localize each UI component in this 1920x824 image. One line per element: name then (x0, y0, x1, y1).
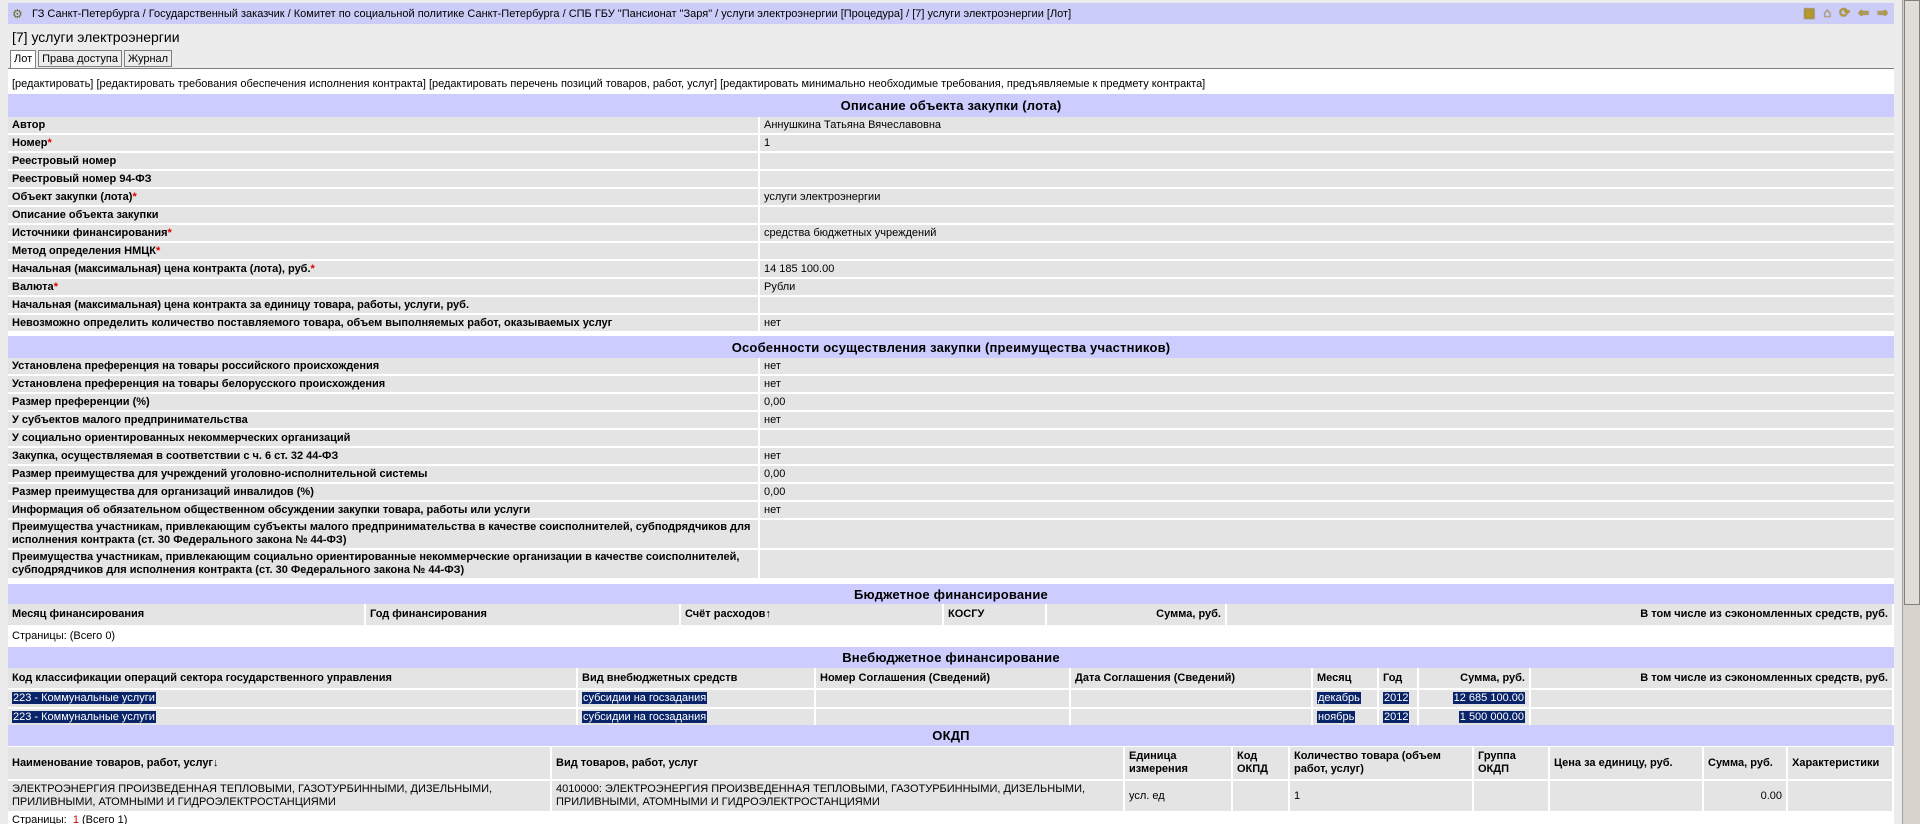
field-label (8, 358, 760, 374)
required-marker: * (167, 226, 172, 239)
field-label (8, 502, 760, 518)
field-label (8, 466, 760, 482)
field-label-text: Размер преимущества для организаций инвалидов (%) (12, 485, 314, 498)
field-value: нет (764, 317, 781, 329)
field-label-text: У субъектов малого предпринимательства (12, 413, 248, 426)
cell-value: ноябрь (1318, 711, 1355, 723)
tab-journal[interactable]: Журнал (124, 50, 172, 67)
table-cell: 1 (1289, 780, 1473, 812)
extra-table (8, 668, 1894, 728)
field-value: 0,00 (764, 468, 786, 480)
field-row (8, 358, 1894, 376)
field-row (8, 430, 1894, 448)
col-saved[interactable]: В том числе из сэкономленных средств, руб. (1226, 604, 1893, 626)
field-value (760, 297, 1894, 313)
tree-logo-icon: ⚙ (12, 6, 23, 21)
field-row (8, 135, 1894, 153)
table-row[interactable] (8, 689, 1893, 708)
sort-down-icon[interactable]: ↓ (213, 756, 219, 769)
tab-access-rights[interactable]: Права доступа (38, 50, 122, 67)
field-label-text: У социально ориентированных некоммерческих организаций (12, 431, 351, 444)
field-value (760, 171, 1894, 187)
table-cell: ЭЛЕКТРОЭНЕРГИЯ ПРОИЗВЕДЕННАЯ ТЕПЛОВЫМИ, ГАЗОТУРБИННЫМИ, ДИЗЕЛЬНЫМИ, ПРИЛИВНЫМИ, АТОМНЫМИ И ГИДРОЭЛЕКТРОСТАНЦИЯМИ (8, 780, 551, 812)
col-kosgu-code[interactable]: Код классификации операций сектора государственного управления (8, 668, 577, 689)
field-label (8, 297, 760, 313)
field-label-text: Реестровый номер (12, 154, 117, 167)
field-value (760, 153, 1894, 169)
col-year[interactable]: Год (1378, 668, 1418, 689)
field-label-text: Размер преференции (%) (12, 395, 150, 408)
table-cell (1530, 689, 1893, 708)
field-row (8, 466, 1894, 484)
okdp-table (8, 747, 1894, 813)
edit-contract-security-link[interactable]: [редактировать требования обеспечения исполнения контракта] (96, 78, 426, 90)
field-label-text: Установлена преференция на товары российского происхождения (12, 359, 380, 372)
tabs (10, 50, 172, 69)
required-marker: * (53, 280, 58, 293)
col-characteristics[interactable]: Характеристики (1787, 747, 1893, 780)
field-row (8, 448, 1894, 466)
lot-panel (8, 68, 1894, 824)
description-table (8, 117, 1894, 333)
field-label-text: Описание объекта закупки (12, 208, 159, 221)
table-cell: 0.00 (1703, 780, 1787, 812)
field-label-text: Номер (12, 136, 48, 149)
field-row (8, 394, 1894, 412)
table-cell (1070, 689, 1312, 708)
field-label-text: Автор (12, 118, 46, 131)
field-value (760, 243, 1894, 259)
table-cell (1378, 689, 1418, 708)
col-unit[interactable]: Единица измерения (1124, 747, 1232, 780)
cell-value: 2012 (1384, 692, 1409, 704)
col-okdp-group[interactable]: Группа ОКДП (1473, 747, 1549, 780)
table-cell (8, 689, 577, 708)
table-cell (1787, 780, 1893, 812)
cell-value: 12 685 100.00 (1453, 692, 1524, 704)
field-label-text: Закупка, осуществляемая в соответствии с ч. 6 ст. 32 44-ФЗ (12, 449, 339, 462)
table-cell (1232, 780, 1289, 812)
field-row (8, 117, 1894, 135)
field-label-text: Информация об обязательном общественном обсуждении закупки товара, работы или услуги (12, 503, 531, 516)
table-cell (577, 689, 815, 708)
field-label (8, 135, 760, 151)
col-unit-price[interactable]: Цена за единицу, руб. (1549, 747, 1703, 780)
field-row (8, 297, 1894, 315)
field-value (760, 520, 1894, 548)
field-label-text: Валюта (12, 280, 54, 293)
features-table (8, 358, 1894, 580)
field-value (760, 207, 1894, 223)
field-label-text: Объект закупки (лота) (12, 190, 133, 203)
field-row (8, 279, 1894, 297)
field-label (8, 225, 760, 241)
field-label-text: Метод определения НМЦК (12, 244, 156, 257)
field-label (8, 153, 760, 169)
field-value: средства бюджетных учреждений (764, 227, 937, 239)
table-cell (1312, 689, 1378, 708)
field-label (8, 315, 760, 331)
col-quantity[interactable]: Количество товара (объем работ, услуг) (1289, 747, 1473, 780)
budget-pages: Страницы: (Всего 0) (12, 630, 116, 642)
section-header-extra: Внебюджетное финансирование (8, 647, 1894, 668)
back-arrow-icon[interactable]: ⇐ (1858, 5, 1870, 20)
field-value: нет (764, 450, 781, 462)
col-sum[interactable]: Сумма, руб. (1703, 747, 1787, 780)
page-link[interactable]: 1 (72, 814, 79, 824)
table-cell: 4010000: ЭЛЕКТРОЭНЕРГИЯ ПРОИЗВЕДЕННАЯ ТЕПЛОВЫМИ, ГАЗОТУРБИННЫМИ, ДИЗЕЛЬНЫМИ, ПРИЛИВНЫМИ, АТОМНЫМИ И ГИДРОЭЛЕКТРОСТАНЦИЯМИ (551, 780, 1124, 812)
required-marker: * (156, 244, 161, 257)
table-cell (815, 689, 1070, 708)
edit-links (12, 78, 1205, 90)
vertical-scrollbar[interactable] (1902, 0, 1920, 824)
budget-table (8, 604, 1894, 627)
field-label (8, 117, 760, 133)
field-label (8, 171, 760, 187)
edit-positions-link[interactable]: [редактировать перечень позиций товаров, работ, услуг] (428, 78, 718, 90)
okdp-pages: Страницы: 1 (Всего 1) (12, 814, 128, 824)
col-year[interactable]: Год финансирования (365, 604, 680, 626)
field-value (760, 550, 1894, 578)
field-row (8, 550, 1894, 580)
field-label (8, 189, 760, 205)
field-row (8, 171, 1894, 189)
table-cell: усл. ед (1124, 780, 1232, 812)
field-row (8, 484, 1894, 502)
field-label-text: Невозможно определить количество поставляемого товара, объем выполняемых работ, оказываемых услуг (12, 316, 613, 329)
field-label-text: Установлена преференция на товары белорусского происхождения (12, 377, 386, 390)
field-label (8, 394, 760, 410)
edit-link[interactable]: [редактировать] (12, 78, 94, 90)
field-label-text: Преимущества участникам, привлекающим субъекты малого предпринимательства в качестве соисполнителей, субподрядчиков для исполнения контракта (ст. 30 Федерального закона № 44-ФЗ) (12, 521, 751, 546)
field-label (8, 448, 760, 464)
field-label-text: Начальная (максимальная) цена контракта (лота), руб. (12, 262, 311, 275)
field-value: нет (764, 504, 781, 516)
field-value: 1 (764, 137, 771, 149)
col-kind[interactable]: Вид товаров, работ, услуг (551, 747, 1124, 780)
table-row[interactable] (8, 780, 1893, 812)
scrollbar-thumb[interactable] (1904, 0, 1920, 605)
cell-value: декабрь (1318, 692, 1360, 704)
field-label (8, 243, 760, 259)
col-fund-type[interactable]: Вид внебюджетных средств (577, 668, 815, 689)
field-label (8, 376, 760, 392)
field-label (8, 550, 760, 578)
field-label (8, 520, 760, 548)
forward-arrow-icon[interactable]: ⇒ (1877, 5, 1888, 20)
field-value: нет (764, 378, 781, 390)
col-saved[interactable]: В том числе из сэкономленных средств, руб. (1530, 668, 1893, 689)
field-label-text: Начальная (максимальная) цена контракта за единицу товара, работы, услуги, руб. (12, 298, 469, 311)
page-title: [7] услуги электроэнергии (12, 29, 180, 45)
folder-icon[interactable]: ▣ (1803, 5, 1816, 20)
field-value (760, 430, 1894, 446)
field-value: услуги электроэнергии (764, 191, 881, 203)
field-label (8, 261, 760, 277)
required-marker: * (47, 136, 52, 149)
col-sum[interactable]: Сумма, руб. (1046, 604, 1226, 626)
table-cell (1418, 689, 1530, 708)
col-sum[interactable]: Сумма, руб. (1418, 668, 1530, 689)
edit-min-requirements-link[interactable]: [редактировать минимально необходимые требования, предъявляемые к предмету контракта] (720, 78, 1206, 90)
field-row (8, 225, 1894, 243)
field-row (8, 412, 1894, 430)
field-row (8, 520, 1894, 550)
table-cell (1549, 780, 1703, 812)
refresh-icon[interactable]: ⟳ (1839, 5, 1851, 20)
cell-value: 223 - Коммунальные услуги (13, 711, 155, 723)
field-row (8, 261, 1894, 279)
field-row (8, 243, 1894, 261)
field-value: Рубли (764, 281, 796, 293)
field-value: Аннушкина Татьяна Вячеславовна (764, 119, 942, 131)
field-value: нет (764, 360, 781, 372)
field-row (8, 207, 1894, 225)
field-label-text: Реестровый номер 94-ФЗ (12, 172, 152, 185)
tab-lot[interactable]: Лот (10, 50, 36, 69)
sort-up-icon[interactable]: ↑ (765, 608, 771, 620)
field-row (8, 315, 1894, 333)
field-value: нет (764, 414, 781, 426)
field-row (8, 376, 1894, 394)
field-label (8, 484, 760, 500)
table-cell (1473, 780, 1549, 812)
section-header-budget: Бюджетное финансирование (8, 584, 1894, 604)
col-account[interactable]: Счёт расходов↑ (680, 604, 943, 626)
nav-toolbar (1803, 5, 1888, 21)
col-agreement-date[interactable]: Дата Соглашения (Сведений) (1070, 668, 1312, 689)
cell-value: 1 500 000.00 (1459, 711, 1524, 723)
field-label-text: Источники финансирования (12, 226, 168, 239)
breadcrumb[interactable]: ГЗ Санкт-Петербурга / Государственный заказчик / Комитет по социальной политике Санкт-Петербурга / СПБ ГБУ "Пансионат "Заря" / услуги электроэнергии [Процедура] / [7] услуги электроэнергии [Лот] (32, 7, 1072, 20)
required-marker: * (132, 190, 137, 203)
col-agreement-number[interactable]: Номер Соглашения (Сведений) (815, 668, 1070, 689)
section-header-okdp: ОКДП (8, 725, 1894, 746)
field-row (8, 153, 1894, 171)
field-label (8, 430, 760, 446)
field-label (8, 412, 760, 428)
field-label-text: Размер преимущества для учреждений уголовно-исполнительной системы (12, 467, 428, 480)
cell-value: 2012 (1384, 711, 1409, 723)
field-label-text: Преимущества участникам, привлекающим социально ориентированные некоммерческие организации в качестве соисполнителей, субподрядчиков для исполнения контракта (ст. 30 Федерального закона № 44-ФЗ) (12, 551, 740, 576)
field-value: 0,00 (764, 486, 786, 498)
cell-value: субсидии на госзадания (583, 692, 707, 704)
field-row (8, 502, 1894, 520)
field-label (8, 207, 760, 223)
field-row (8, 189, 1894, 207)
col-okpd-code[interactable]: Код ОКПД (1232, 747, 1289, 780)
field-value: 14 185 100.00 (764, 263, 835, 275)
breadcrumb-bar (8, 3, 1894, 24)
field-value: 0,00 (764, 396, 786, 408)
col-month[interactable]: Месяц финансирования (8, 604, 365, 626)
col-name[interactable]: Наименование товаров, работ, услуг↓ (8, 747, 551, 780)
cell-value: 223 - Коммунальные услуги (13, 692, 155, 704)
field-label (8, 279, 760, 295)
section-header-description: Описание объекта закупки (лота) (8, 94, 1894, 117)
col-month[interactable]: Месяц (1312, 668, 1378, 689)
required-marker: * (310, 262, 315, 275)
section-header-features: Особенности осуществления закупки (преимущества участников) (8, 336, 1894, 358)
home-icon[interactable]: ⌂ (1823, 5, 1832, 20)
col-kosgu[interactable]: КОСГУ (943, 604, 1046, 626)
cell-value: субсидии на госзадания (583, 711, 707, 723)
